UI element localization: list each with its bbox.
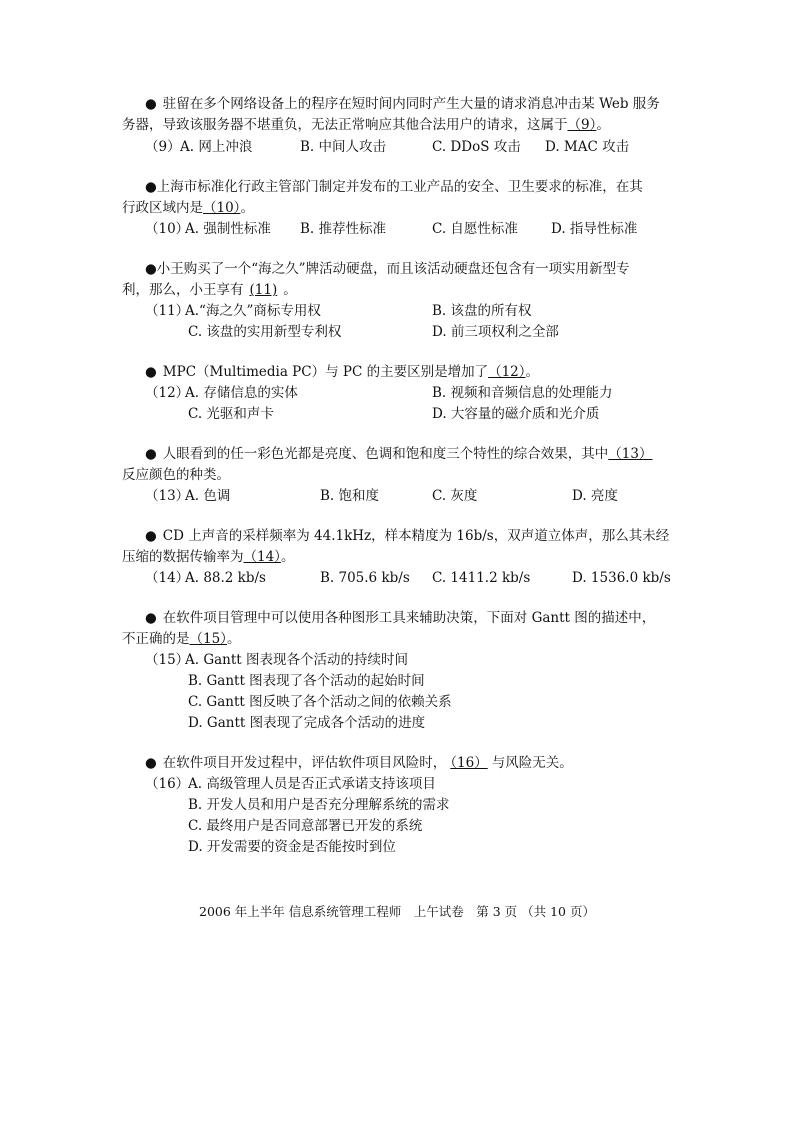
option-d: D. 开发需要的资金是否能按时到位 bbox=[188, 839, 396, 855]
question-15-line-2 bbox=[122, 629, 240, 649]
bullet-icon: ● bbox=[145, 179, 157, 195]
question-10-line-2 bbox=[122, 198, 254, 218]
answer-blank: （14） bbox=[243, 549, 281, 565]
question-10-line-1 bbox=[145, 177, 643, 197]
answer-blank: （16） bbox=[450, 755, 488, 771]
option-a: A. 存储信息的实体 bbox=[185, 385, 298, 401]
option-d: D. 1536.0 kb/s bbox=[572, 570, 671, 586]
option-c: C. 灰度 bbox=[432, 488, 478, 504]
option-d: D. 大容量的磁介质和光介质 bbox=[432, 406, 600, 422]
punctuation: 。 bbox=[240, 200, 254, 216]
option-d: D. Gantt 图表现了完成各个活动的进度 bbox=[188, 715, 426, 731]
question-9-text: 驻留在多个网络设备上的程序在短时间内同时产生大量的请求消息冲击某 Web 服务 bbox=[162, 96, 660, 112]
option-b: B. 饱和度 bbox=[320, 488, 380, 504]
question-15-line-1 bbox=[145, 608, 655, 628]
question-14-line-2 bbox=[122, 547, 294, 567]
option-b: B. 视频和音频信息的处理能力 bbox=[432, 385, 613, 401]
option-b: B. Gantt 图表现了各个活动的起始时间 bbox=[188, 673, 425, 689]
option-c: C. 最终用户是否同意部署已开发的系统 bbox=[188, 818, 423, 834]
option-a: A. 88.2 kb/s bbox=[185, 570, 266, 586]
option-b: B. 该盘的所有权 bbox=[432, 303, 532, 319]
question-number: （10） bbox=[145, 221, 190, 237]
question-16-text: 在软件项目开发过程中，评估软件项目风险时， bbox=[162, 755, 447, 771]
question-12-line-1 bbox=[145, 362, 539, 382]
option-b: B. 推荐性标准 bbox=[300, 221, 387, 237]
option-c: C. 1411.2 kb/s bbox=[432, 570, 531, 586]
question-9-text-cont: 务器，导致该服务器不堪重负，无法正常响应其他合法用户的请求，这属于 bbox=[122, 117, 568, 133]
question-number: （14） bbox=[145, 570, 190, 586]
question-12-text: MPC（Multimedia PC）与 PC 的主要区别是增加了 bbox=[162, 364, 489, 380]
question-number: （9） bbox=[145, 139, 181, 155]
answer-blank: （13） bbox=[608, 446, 653, 462]
answer-blank: （9） bbox=[567, 117, 597, 133]
punctuation: 。 bbox=[596, 117, 610, 133]
option-b: B. 开发人员和用户是否充分理解系统的需求 bbox=[188, 797, 450, 813]
bullet-icon: ● bbox=[145, 610, 157, 626]
question-10-text: 上海市标准化行政主管部门制定并发布的工业产品的安全、卫生要求的标准，在其 bbox=[156, 179, 643, 195]
bullet-icon: ● bbox=[145, 261, 157, 277]
question-11-line-2 bbox=[122, 280, 297, 300]
question-11-text-cont: 利，那么，小王享有 bbox=[122, 282, 244, 298]
option-d: D. 前三项权利之全部 bbox=[432, 324, 559, 340]
bullet-icon: ● bbox=[145, 528, 157, 544]
question-number: （16） bbox=[145, 776, 190, 792]
option-b: B. 中间人攻击 bbox=[300, 139, 387, 155]
question-14-text: CD 上声音的采样频率为 44.1kHz，样本精度为 16b/s，双声道立体声，那么其未经 bbox=[162, 528, 670, 544]
option-a: A. 色调 bbox=[185, 488, 231, 504]
option-c: C. 自愿性标准 bbox=[432, 221, 518, 237]
question-16-line-1 bbox=[145, 753, 573, 773]
question-15-text: 在软件项目管理中可以使用各种图形工具来辅助决策，下面对 Gantt 图的描述中， bbox=[162, 610, 656, 626]
bullet-icon: ● bbox=[145, 96, 157, 112]
bullet-icon: ● bbox=[145, 364, 157, 380]
answer-blank: （10） bbox=[203, 200, 241, 216]
option-d: D. 亮度 bbox=[572, 488, 618, 504]
option-a: A. 高级管理人员是否正式承诺支持该项目 bbox=[188, 776, 436, 792]
question-number: （12） bbox=[145, 385, 190, 401]
punctuation: 。 bbox=[283, 282, 297, 298]
question-11-text: 小王购买了一个“海之久”牌活动硬盘，而且该活动硬盘还包含有一项实用新型专 bbox=[156, 261, 630, 277]
option-c: C. Gantt 图反映了各个活动之间的依赖关系 bbox=[188, 694, 452, 710]
question-10-text-cont: 行政区域内是 bbox=[122, 200, 203, 216]
question-14-line-1 bbox=[145, 526, 669, 546]
page-footer: 2006 年上半年 信息系统管理工程师 上午试卷 第 3 页 （共 10 页） bbox=[199, 904, 595, 919]
question-13-text: 人眼看到的任一彩色光都是亮度、色调和饱和度三个特性的综合效果，其中 bbox=[162, 446, 609, 462]
option-a: A.“海之久”商标专用权 bbox=[185, 303, 321, 319]
question-16-text-cont: 与风险无关。 bbox=[491, 755, 573, 771]
answer-blank: (11) bbox=[249, 282, 278, 298]
punctuation: 。 bbox=[280, 549, 295, 565]
question-number: （11） bbox=[145, 303, 190, 319]
bullet-icon: ● bbox=[145, 446, 157, 462]
option-c: C. 光驱和声卡 bbox=[188, 406, 274, 422]
punctuation: 。 bbox=[525, 364, 540, 380]
punctuation: 。 bbox=[226, 631, 241, 647]
question-9-line-1 bbox=[145, 94, 660, 114]
question-number: （15） bbox=[145, 652, 190, 668]
option-c: C. DDoS 攻击 bbox=[432, 139, 521, 155]
option-a: A. 网上冲浪 bbox=[180, 139, 253, 155]
question-9-line-2 bbox=[122, 115, 610, 135]
answer-blank: （15） bbox=[189, 631, 227, 647]
option-c: C. 该盘的实用新型专利权 bbox=[188, 324, 342, 340]
question-13-line-2: 反应颜色的种类。 bbox=[122, 467, 230, 483]
option-a: A. Gantt 图表现各个活动的持续时间 bbox=[185, 652, 409, 668]
bullet-icon: ● bbox=[145, 755, 157, 771]
question-number: （13） bbox=[145, 488, 190, 504]
option-d: D. 指导性标准 bbox=[551, 221, 638, 237]
answer-blank: （12） bbox=[488, 364, 526, 380]
question-14-text-cont: 压缩的数据传输率为 bbox=[122, 549, 244, 565]
question-13-line-1 bbox=[145, 444, 652, 464]
option-b: B. 705.6 kb/s bbox=[320, 570, 410, 586]
option-a: A. 强制性标准 bbox=[185, 221, 271, 237]
question-11-line-1 bbox=[145, 259, 630, 279]
question-15-text-cont: 不正确的是 bbox=[122, 631, 190, 647]
option-d: D. MAC 攻击 bbox=[545, 139, 630, 155]
